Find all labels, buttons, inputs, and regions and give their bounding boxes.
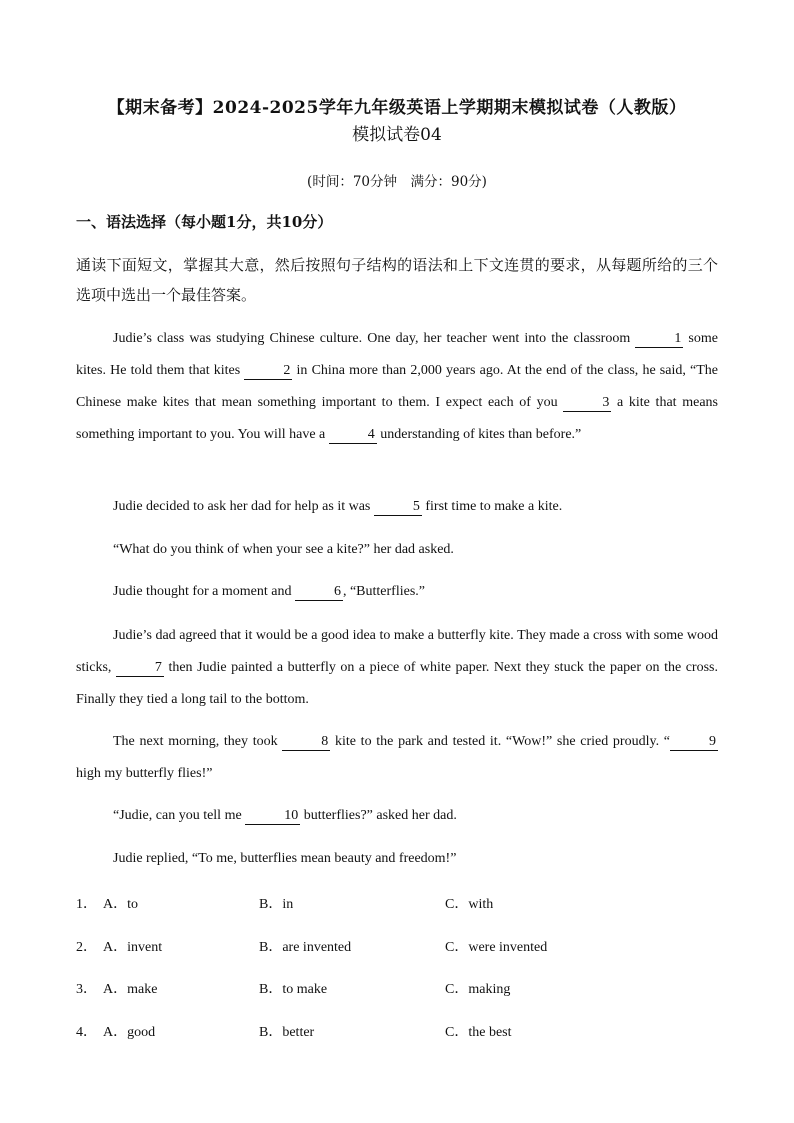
exam-subtitle: 模拟试卷04 xyxy=(352,125,442,145)
passage-paragraph-8: Judie replied, “To me, butterflies mean beauty and freedom!” xyxy=(113,851,457,866)
blank-10[interactable]: 10 xyxy=(245,808,300,825)
blank-1[interactable]: 1 xyxy=(635,331,683,348)
question-number: 1． xyxy=(76,897,97,912)
passage-paragraph-7: “Judie, can you tell me 10 butterflies?” asked her dad. xyxy=(113,808,457,823)
option-a[interactable]: 3． A．make xyxy=(76,982,158,997)
section-instruction: 通读下面短文，掌握其大意，然后按照句子结构的语法和上下文连贯的要求，从每题所给的三个选项中选出一个最佳答案。 xyxy=(76,256,718,304)
blank-6[interactable]: 6 xyxy=(295,584,343,601)
blank-5[interactable]: 5 xyxy=(374,499,422,516)
blank-9[interactable]: 9 xyxy=(670,734,718,751)
passage-paragraph-3: “What do you think of when your see a kite?” her dad asked. xyxy=(113,542,454,557)
option-c[interactable]: C．with xyxy=(445,897,494,912)
question-number: 3． xyxy=(76,982,97,997)
question-row xyxy=(76,893,736,936)
reading-passage xyxy=(76,323,718,451)
option-a[interactable]: 2． A．invent xyxy=(76,939,163,955)
blank-8[interactable]: 8 xyxy=(282,734,330,751)
option-b[interactable]: B．better xyxy=(259,1024,315,1040)
question-row xyxy=(76,936,736,979)
option-b[interactable]: B．are invented xyxy=(259,939,352,955)
blank-7[interactable]: 7 xyxy=(116,660,164,677)
question-row xyxy=(76,1021,736,1064)
option-c[interactable]: C．making xyxy=(445,982,511,997)
question-number: 4． xyxy=(76,1024,97,1040)
option-b[interactable]: B．in xyxy=(259,897,294,912)
passage-paragraph-4: Judie thought for a moment and 6 , “Butterflies.” xyxy=(113,584,425,599)
option-c[interactable]: C．were invented xyxy=(445,939,548,955)
passage-paragraph-6: The next morning, they took 8 kite to the park and tested it. “Wow!” she cried proudly. “ 9 high my butterfly flies!” xyxy=(76,734,716,781)
option-a[interactable]: 4． A．good xyxy=(76,1024,156,1040)
section-heading: 一、语法选择（每小题1分，共10分） xyxy=(76,213,333,231)
blank-3[interactable]: 3 xyxy=(563,395,611,412)
exam-title: 【期末备考】2024-2025学年九年级英语上学期期末模拟试卷（人教版） xyxy=(107,98,687,118)
option-b[interactable]: B．to make xyxy=(259,982,328,997)
passage-paragraph-2: Judie decided to ask her dad for help as it was 5 first time to make a kite. xyxy=(113,499,563,514)
blank-2[interactable]: 2 xyxy=(244,363,292,380)
question-options xyxy=(76,893,736,1063)
exam-time-score: (时间：70分钟 满分：90分) xyxy=(307,174,487,190)
question-number: 2． xyxy=(76,939,97,955)
passage-paragraph-5: Judie’s dad agreed that it would be a good idea to make a butterfly kite. They made a cross with some wood sticks, 7 then Judie painted a butterfly on a piece of white paper. Next they stuck the paper on the cross. Finally they tied a long tail to the bottom. xyxy=(76,628,718,707)
question-row xyxy=(76,978,736,1021)
passage-paragraph-1: Judie’s class was studying Chinese culture. One day, her teacher went into the classroom 1 some kites. He told them that kites 2 in China more than 2,000 years ago. At the end of the class, he said, “The Chinese make kites that mean something important to them. I expect each of you 3 a kite that means something important to you. You will have a 4 understanding of kites than before.” xyxy=(76,331,718,442)
option-c[interactable]: C．the best xyxy=(445,1024,512,1040)
option-a[interactable]: 1． A．to xyxy=(76,897,138,912)
blank-4[interactable]: 4 xyxy=(329,427,377,444)
